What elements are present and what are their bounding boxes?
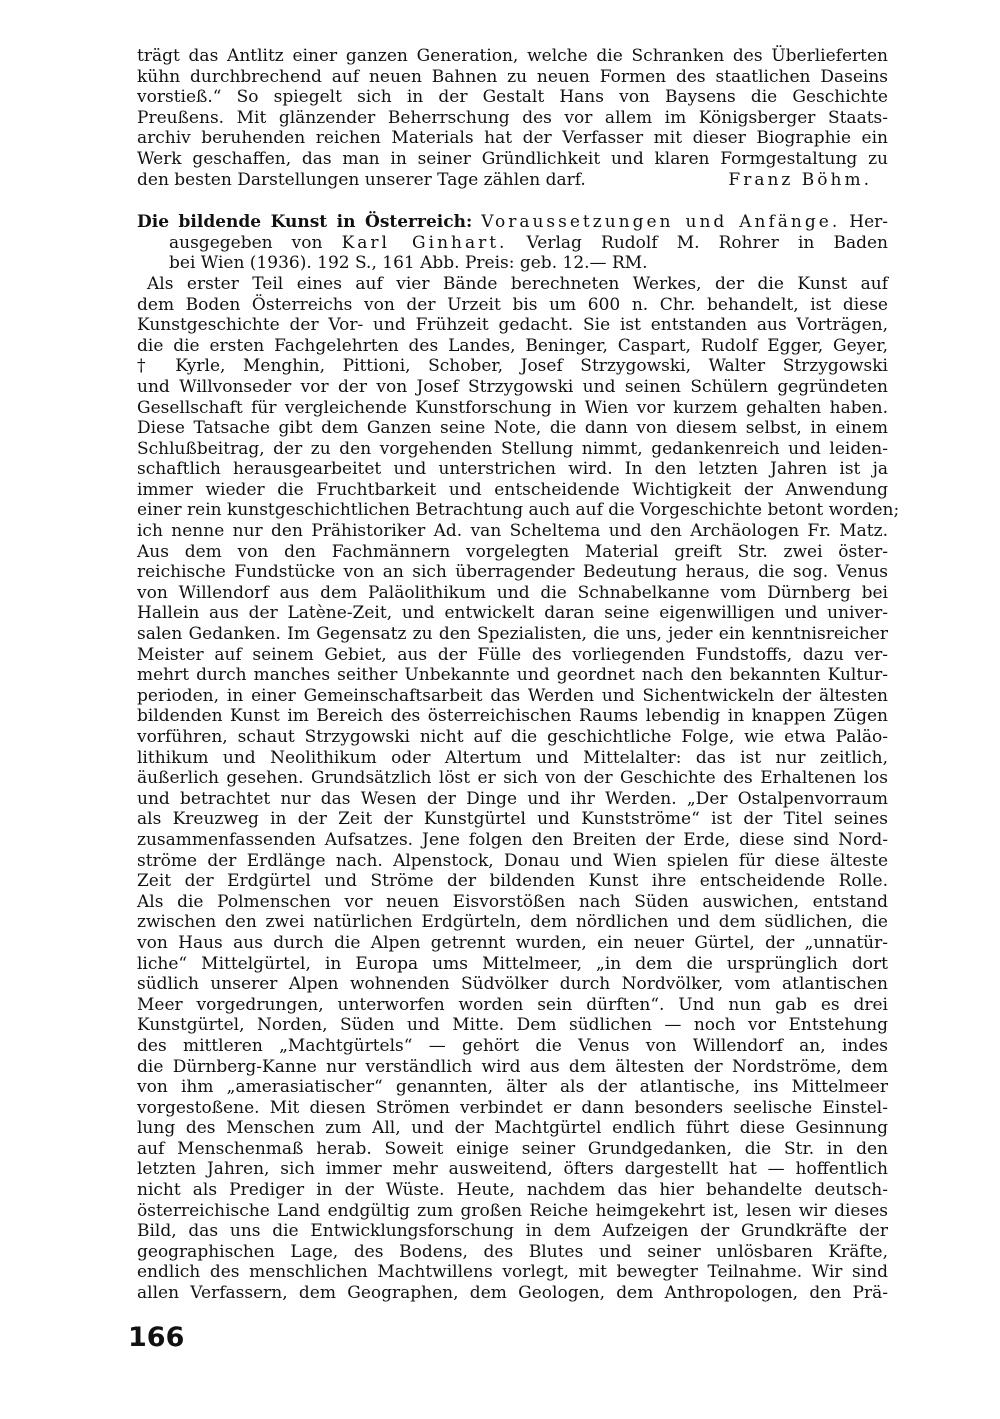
text-line: von ihm „amerasiatischer“ genannten, älter als der atlantische, ins Mittelmeer xyxy=(137,1077,888,1098)
text-line: auf Menschenmaß herab. Soweit einige seiner Grundgedanken, die Str. in den xyxy=(137,1138,888,1159)
text-line: reichische Fundstücke von an sich überragender Bedeutung heraus, die sog. Venus xyxy=(137,562,888,583)
text-line: Als die Polmenschen vor neuen Eisvorstößen nach Süden auswichen, entstand xyxy=(137,891,888,912)
text-line: vorführen, schaut Strzygowski nicht auf die geschichtliche Folge, wie etwa Paläo- xyxy=(137,727,888,747)
review-heading-line-2 xyxy=(137,233,888,254)
reviewer-signature: Franz Böhm. xyxy=(728,169,872,190)
text-line: bildenden Kunst im Bereich des österreichischen Raums lebendig in knappen Zügen xyxy=(137,706,888,727)
publisher-info: Verlag Rudolf M. Rohrer in Baden xyxy=(526,232,888,253)
heading-text: Her- xyxy=(849,212,889,233)
text-line: von Haus aus durch die Alpen getrennt wurden, ein neuer Gürtel, der „unnatür- xyxy=(137,932,888,953)
section-gap xyxy=(137,190,888,212)
book-subtitle: Voraussetzungen und Anfänge. xyxy=(481,212,841,233)
text-line: Diese Tatsache gibt dem Ganzen seine Note, die dann von diesem selbst, in einem xyxy=(137,418,888,439)
text-line: Zeit der Erdgürtel und Ströme der bildenden Kunst ihre entscheidende Rolle. xyxy=(137,871,888,892)
text-line: lithikum und Neolithikum oder Altertum und Mittelalter: das ist nur zeitlich, xyxy=(137,747,888,768)
text-line: salen Gedanken. Im Gegensatz zu den Spezialisten, die uns, jeder ein kenntnisreicher xyxy=(137,624,888,645)
text-line: schaftlich herausgearbeitet und unterstrichen wird. In den letzten Jahren ist ja xyxy=(137,459,888,480)
text-line: Preußens. Mit glänzender Beherrschung des vor allem im Königsberger Staats- xyxy=(137,107,888,128)
text-line: äußerlich gesehen. Grundsätzlich löst er sich von der Geschichte des Erhaltenen los xyxy=(137,768,888,789)
text-line: zusammenfassenden Aufsatzes. Jene folgen den Breiten der Erde, diese sind Nord- xyxy=(137,829,888,850)
text-line: Kunstgürtel, Norden, Süden und Mitte. Dem südlichen — noch vor Entstehung xyxy=(137,1015,888,1036)
text-line: letzten Jahren, sich immer mehr ausweitend, öfters dargestellt hat — hoffentlich xyxy=(137,1159,888,1180)
text-line: die die ersten Fachgelehrten des Landes, Beninger, Caspart, Rudolf Egger, Geyer, xyxy=(137,335,888,356)
text-line: trägt das Antlitz einer ganzen Generation, welche die Schranken des Überlieferten xyxy=(137,46,888,66)
text-line: südlich unserer Alpen wohnenden Südvölker durch Nordvölker, vom atlantischen xyxy=(137,974,888,995)
text-line: Meister auf seinem Gebiet, aus der Fülle des vorliegenden Fundstoffs, dazu ver- xyxy=(137,644,888,665)
text-line: archiv beruhenden reichen Materials hat der Verfasser mit dieser Biographie ein xyxy=(137,128,888,149)
text-line: Werk geschaffen, das man in seiner Gründlichkeit und klaren Formgestaltung zu xyxy=(137,148,888,169)
text-line: Schlußbeitrag, der zu den vorgehenden Stellung nimmt, gedankenreich und leiden- xyxy=(137,438,888,459)
text-line: ich nenne nur den Prähistoriker Ad. van Scheltema und den Archäologen Fr. Matz. xyxy=(137,521,888,542)
text-line: perioden, in einer Gemeinschaftsarbeit das Werden und Sichentwickeln der ältesten xyxy=(137,685,888,706)
text-line: geographischen Lage, des Bodens, des Blutes und seiner unlösbaren Kräfte, xyxy=(137,1241,888,1262)
text-line: vorgestoßene. Mit diesen Strömen verbindet er dann besonders seelische Einstel- xyxy=(137,1097,888,1118)
text-line: endlich des menschlichen Machtwillens vorlegt, mit bewegter Teilnahme. Wir sind xyxy=(137,1262,888,1283)
editor-name: Karl Ginhart. xyxy=(341,232,508,253)
book-title: Die bildende Kunst in Österreich: xyxy=(137,212,473,233)
text-line: zwischen den zwei natürlichen Erdgürteln, dem nördlichen und dem südlichen, die xyxy=(137,912,888,933)
text-line: lung des Menschen zum All, und der Machtgürtel endlich führt diese Gesinnung xyxy=(137,1118,888,1139)
text-line: vorstieß.“ So spiegelt sich in der Gestalt Hans von Baysens die Geschichte xyxy=(137,87,888,108)
text-line: die Dürnberg-Kanne nur verständlich wird aus dem ältesten der Nordströme, dem xyxy=(137,1056,888,1077)
text-line: nicht als Prediger in der Wüste. Heute, nachdem das hier behandelte deutsch- xyxy=(137,1180,888,1201)
heading-text: ausgegeben von xyxy=(169,232,323,253)
text-line: Aus dem von den Fachmännern vorgelegten Material greift Str. zwei öster- xyxy=(137,541,888,562)
text-line: und betrachtet nur das Wesen der Dinge und ihr Werden. „Der Ostalpenvorraum xyxy=(137,788,888,809)
page-text-block xyxy=(137,46,900,1304)
text-line: allen Verfassern, dem Geographen, dem Geologen, dem Anthropologen, den Prä- xyxy=(137,1283,888,1304)
text-line: Bild, das uns die Entwicklungsforschung in dem Aufzeigen der Grundkräfte der xyxy=(137,1221,888,1242)
text-line: ströme der Erdlänge nach. Alpenstock, Donau und Wien spielen für diese älteste xyxy=(137,850,888,871)
text-line: Hallein aus der Latène-Zeit, und entwickelt daran seine eigenwilligen und univer- xyxy=(137,603,888,624)
text-line: und Willvonseder vor der von Josef Strzygowski und seinen Schülern gegründeten xyxy=(137,376,888,397)
text-line: liche“ Mittelgürtel, in Europa ums Mittelmeer, „in dem die ursprünglich dort xyxy=(137,953,888,974)
review-body xyxy=(137,273,900,1304)
text-line: von Willendorf aus dem Paläolithikum und die Schnabelkanne vom Dürnberg bei xyxy=(137,582,888,603)
page-number: 166 xyxy=(128,1322,185,1353)
text-line: Gesellschaft für vergleichende Kunstforschung in Wien vor kurzem gehalten haben. xyxy=(137,397,888,418)
previous-review-continuation xyxy=(137,46,888,190)
text-line: den besten Darstellungen unserer Tage zählen darf. xyxy=(137,169,586,190)
text-line: Als erster Teil eines auf vier Bände berechneten Werkes, der die Kunst auf xyxy=(147,273,888,294)
text-line: kühn durchbrechend auf neuen Bahnen zu neuen Formen des staatlichen Daseins xyxy=(137,66,888,87)
text-line: Kunstgeschichte der Vor- und Frühzeit gedacht. Sie ist entstanden aus Vorträgen, xyxy=(137,315,888,336)
text-line: dem Boden Österreichs von der Urzeit bis um 600 n. Chr. behandelt, ist diese xyxy=(137,294,888,315)
review-heading xyxy=(137,212,888,274)
text-line: immer wieder die Fruchtbarkeit und entscheidende Wichtigkeit der Anwendung xyxy=(137,479,888,500)
text-line: als Kreuzweg in der Zeit der Kunstgürtel und Kunstströme“ ist der Titel seines xyxy=(137,809,888,830)
text-line: einer rein kunstgeschichtlichen Betrachtung auch auf die Vorgeschichte betont worden; xyxy=(137,500,900,521)
text-line: Meer vorgedrungen, unterworfen worden sein dürften“. Und nun gab es drei xyxy=(137,994,888,1015)
review-heading-line-3: bei Wien (1936). 192 S., 161 Abb. Preis: geb. 12.— RM. xyxy=(169,253,648,274)
text-line: mehrt durch manches seither Unbekannte und geordnet nach den bekannten Kultur- xyxy=(137,665,888,686)
closing-line xyxy=(137,170,888,191)
text-line: des mittleren „Machtgürtels“ — gehört die Venus von Willendorf an, indes xyxy=(137,1035,888,1056)
text-line: † Kyrle, Menghin, Pittioni, Schober, Josef Strzygowski, Walter Strzygowski xyxy=(137,356,888,377)
review-heading-line-1 xyxy=(137,212,888,233)
text-line: österreichische Land endgültig zum großen Reiche heimgekehrt ist, lesen wir dieses xyxy=(137,1200,888,1221)
